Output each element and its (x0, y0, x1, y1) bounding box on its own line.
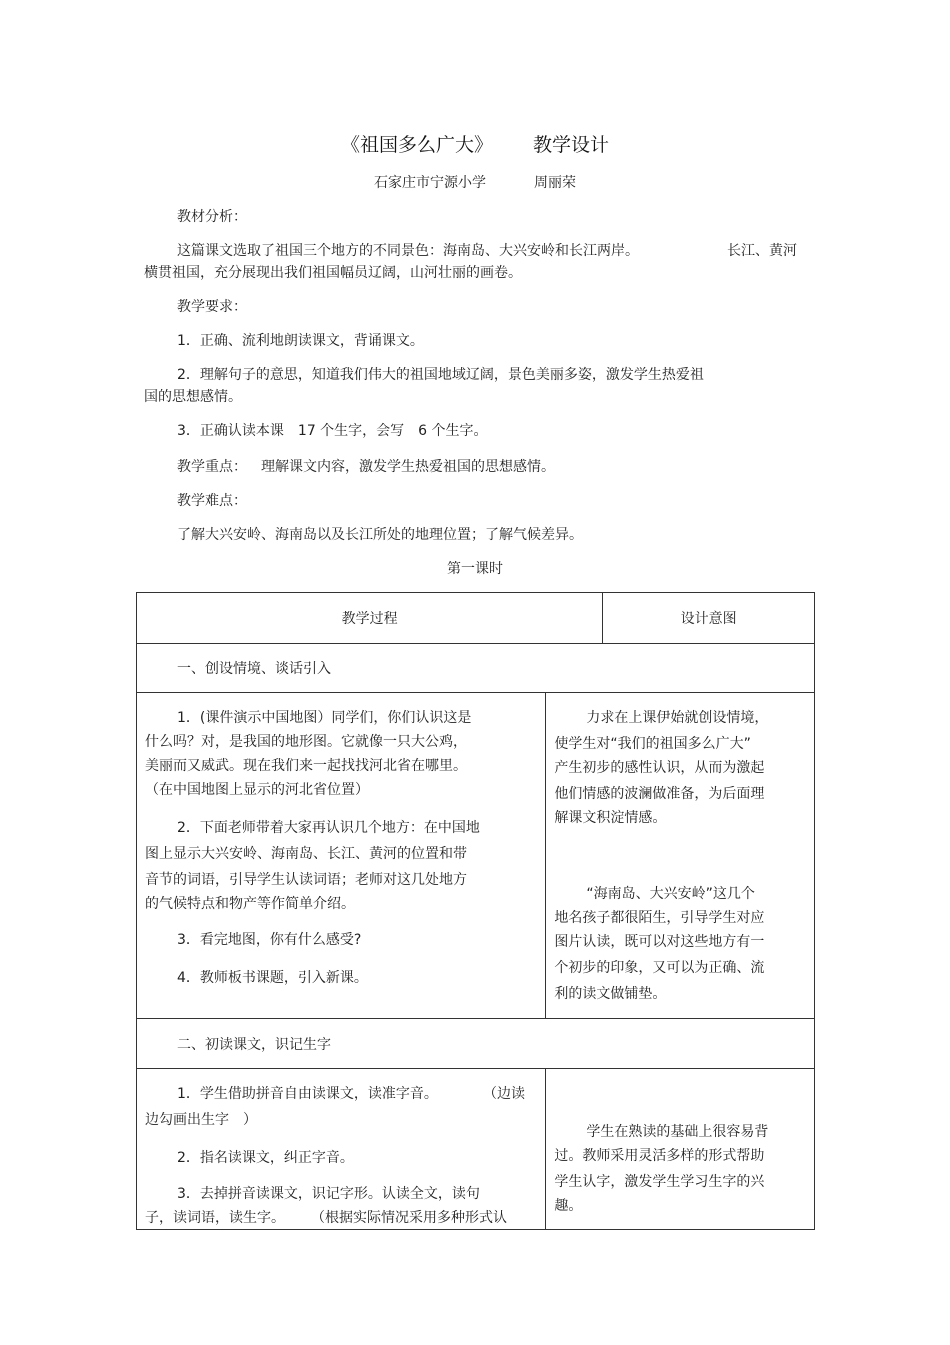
section-row-1 (137, 644, 815, 693)
section-2-title: 二、初读课文，识记生字 (177, 1036, 331, 1053)
s2-left-line: 3．去掉拼音读课文，识记字形。认读全文，读句 (177, 1186, 480, 1202)
s1-right-line: 产生初步的感性认识，从而为激起 (554, 760, 765, 776)
s1-right-line: “海南岛、大兴安岭”这几个 (586, 886, 755, 902)
s1-left-line: （在中国地图上显示的河北省位置） (145, 782, 369, 798)
s2-left-line: 边勾画出生字 ） (145, 1112, 257, 1128)
requirement-2a: 2．理解句子的意思，知道我们伟大的祖国地域辽阔，景色美丽多姿，激发学生热爱祖 (177, 367, 704, 383)
analysis-line-2: 横贯祖国，充分展现出我们祖国幅员辽阔，山河壮丽的画卷。 (144, 265, 522, 281)
analysis-line-1b: 长江、黄河 (727, 243, 797, 259)
header-process: 教学过程 (137, 593, 603, 644)
s1-right-line: 图片认读，既可以对这些地方有一 (554, 934, 765, 950)
s2-left-line: （边读 (483, 1086, 525, 1102)
analysis-line-1a: 这篇课文选取了祖国三个地方的不同景色：海南岛、大兴安岭和长江两岸。 (177, 243, 639, 259)
analysis-heading: 教材分析： (177, 209, 247, 225)
table-header-row (137, 593, 815, 644)
s1-left-line: 4．教师板书课题，引入新课。 (177, 970, 368, 986)
s2-left-line: 2．指名读课文，纠正字音。 (177, 1150, 354, 1166)
title-sub: 教学设计 (533, 134, 610, 156)
s2-left-line: （根据实际情况采用多种形式认 (311, 1210, 507, 1226)
s2-right-cell (546, 1069, 815, 1230)
s1-left-line: 1．(课件演示中国地图）同学们，你们认识这是 (177, 710, 472, 726)
title-main: 《祖国多么广大》 (340, 134, 493, 156)
header-intent: 设计意图 (603, 593, 815, 644)
s2-left-cell (137, 1069, 546, 1230)
s1-left-line: 3．看完地图，你有什么感受? (177, 932, 362, 948)
s1-right-line: 个初步的印象，又可以为正确、流 (554, 960, 765, 976)
s1-right-line: 使学生对“我们的祖国多么广大” (554, 736, 751, 752)
s1-right-cell (546, 693, 815, 1019)
s1-right-line: 解课文积淀情感。 (554, 810, 667, 826)
difficulty-heading: 教学难点： (177, 493, 247, 509)
section-row-2 (137, 1019, 815, 1069)
s1-left-line: 的气候特点和物产等作简单介绍。 (145, 896, 355, 912)
content-row-1 (137, 693, 815, 1019)
difficulty-text: 了解大兴安岭、海南岛以及长江所处的地理位置；了解气候差异。 (177, 527, 583, 543)
s2-right-line: 学生认字，激发学生学习生字的兴 (554, 1174, 765, 1190)
school-name: 石家庄市宁源小学 (374, 175, 486, 191)
s1-right-line: 地名孩子都很陌生，引导学生对应 (554, 910, 765, 926)
page-title (0, 130, 950, 157)
s1-right-line: 利的读文做铺垫。 (554, 986, 667, 1002)
author-name: 周丽荣 (534, 175, 576, 191)
requirements-heading: 教学要求： (177, 299, 247, 315)
content-row-2 (137, 1069, 815, 1230)
s2-right-line: 趣。 (554, 1198, 583, 1214)
s2-left-line: 子，读词语，读生字。 (145, 1210, 285, 1226)
focus-label: 教学重点： (177, 459, 247, 475)
lesson-plan-table (136, 592, 815, 1230)
requirement-1: 1．正确、流利地朗读课文，背诵课文。 (177, 333, 424, 349)
s1-left-line: 什么吗？对，是我国的地形图。它就像一只大公鸡， (145, 734, 467, 750)
focus-text: 理解课文内容，激发学生热爱祖国的思想感情。 (261, 459, 555, 475)
s2-right-line: 过。教师采用灵活多样的形式帮助 (554, 1148, 765, 1164)
author-line (0, 172, 950, 192)
s1-left-line: 美丽而又威武。现在我们来一起找找河北省在哪里。 (145, 758, 467, 774)
requirement-2b: 国的思想感情。 (144, 389, 242, 405)
s1-right-line: 他们情感的波澜做准备，为后面理 (554, 786, 765, 802)
s1-left-line: 图上显示大兴安岭、海南岛、长江、黄河的位置和带 (145, 846, 467, 862)
s2-right-line: 学生在熟读的基础上很容易背 (586, 1124, 769, 1140)
s1-left-line: 音节的词语，引导学生认读词语；老师对这几处地方 (145, 872, 467, 888)
s1-right-line: 力求在上课伊始就创设情境， (586, 710, 769, 726)
lesson-label: 第一课时 (447, 561, 503, 577)
s1-left-line: 2．下面老师带着大家再认识几个地方：在中国地 (177, 820, 480, 836)
s1-left-cell (137, 693, 546, 1019)
s2-left-line: 1．学生借助拼音自由读课文，读准字音。 (177, 1086, 438, 1102)
section-1-title: 一、创设情境、谈话引入 (177, 661, 331, 677)
requirement-3: 3．正确认读本课 17 个生字，会写 6 个生字。 (177, 423, 488, 439)
